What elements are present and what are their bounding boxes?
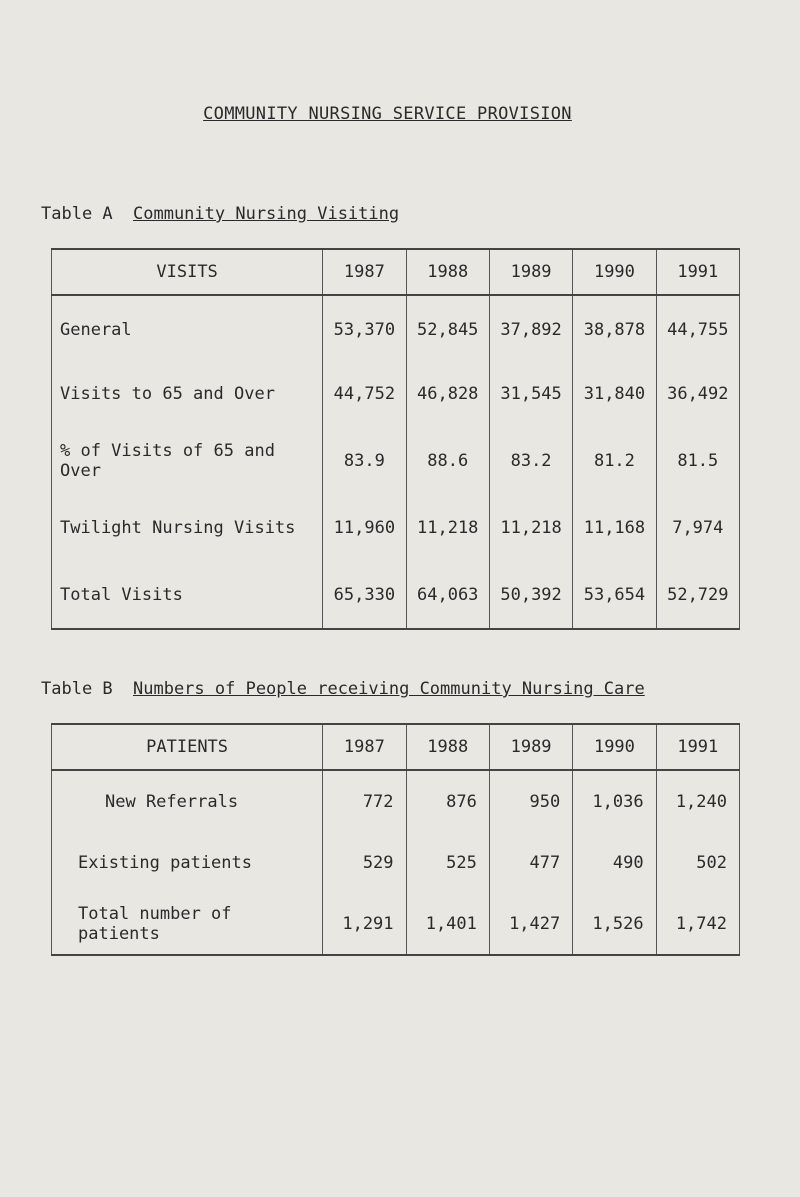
table-cell: 83.2 <box>489 427 572 494</box>
table-a-header-row <box>52 249 740 295</box>
table-a <box>51 248 740 630</box>
table-a-caption: Community Nursing Visiting <box>133 204 400 224</box>
column-header: 1989 <box>489 249 572 295</box>
table-cell: 52,729 <box>656 561 739 629</box>
table-cell: 1,036 <box>573 770 656 832</box>
table-cell: 53,654 <box>573 561 656 629</box>
table-cell: 876 <box>406 770 489 832</box>
row-label: Existing patients <box>52 832 323 893</box>
table-row <box>52 561 740 629</box>
table-cell: 44,755 <box>656 295 739 360</box>
table-b-header-row <box>52 724 740 770</box>
column-header: 1989 <box>489 724 572 770</box>
table-b-caption: Numbers of People receiving Community Nursing Care <box>133 679 645 699</box>
table-cell: 1,427 <box>489 893 572 955</box>
table-cell: 38,878 <box>573 295 656 360</box>
column-header: VISITS <box>52 249 323 295</box>
table-cell: 31,545 <box>489 360 572 427</box>
column-header: 1990 <box>573 724 656 770</box>
table-cell: 772 <box>323 770 406 832</box>
table-cell: 477 <box>489 832 572 893</box>
column-header: 1988 <box>406 724 489 770</box>
table-cell: 50,392 <box>489 561 572 629</box>
table-row <box>52 295 740 360</box>
table-cell: 1,240 <box>656 770 739 832</box>
row-label: New Referrals <box>52 770 323 832</box>
table-cell: 502 <box>656 832 739 893</box>
table-cell: 11,218 <box>489 494 572 561</box>
table-cell: 490 <box>573 832 656 893</box>
row-label: Total number of patients <box>52 893 323 955</box>
table-row <box>52 360 740 427</box>
row-label: Twilight Nursing Visits <box>52 494 323 561</box>
table-cell: 11,218 <box>406 494 489 561</box>
table-cell: 65,330 <box>323 561 406 629</box>
column-header: 1991 <box>656 724 739 770</box>
table-a-heading <box>41 204 399 224</box>
table-a-label: Table A <box>41 204 113 224</box>
column-header: 1987 <box>323 724 406 770</box>
row-label: Total Visits <box>52 561 323 629</box>
table-row <box>52 494 740 561</box>
table-cell: 1,742 <box>656 893 739 955</box>
table-b <box>51 723 740 956</box>
table-cell: 31,840 <box>573 360 656 427</box>
table-cell: 81.5 <box>656 427 739 494</box>
column-header: PATIENTS <box>52 724 323 770</box>
table-cell: 1,291 <box>323 893 406 955</box>
table-cell: 52,845 <box>406 295 489 360</box>
table-cell: 44,752 <box>323 360 406 427</box>
table-cell: 950 <box>489 770 572 832</box>
table-cell: 36,492 <box>656 360 739 427</box>
table-b-label: Table B <box>41 679 113 699</box>
table-row <box>52 427 740 494</box>
table-cell: 46,828 <box>406 360 489 427</box>
column-header: 1991 <box>656 249 739 295</box>
table-cell: 1,526 <box>573 893 656 955</box>
table-b-heading <box>41 679 645 699</box>
column-header: 1988 <box>406 249 489 295</box>
table-cell: 37,892 <box>489 295 572 360</box>
table-cell: 1,401 <box>406 893 489 955</box>
column-header: 1990 <box>573 249 656 295</box>
table-cell: 83.9 <box>323 427 406 494</box>
table-row <box>52 832 740 893</box>
row-label: Visits to 65 and Over <box>52 360 323 427</box>
table-cell: 81.2 <box>573 427 656 494</box>
page-title: COMMUNITY NURSING SERVICE PROVISION <box>203 104 572 124</box>
table-row <box>52 770 740 832</box>
column-header: 1987 <box>323 249 406 295</box>
table-row <box>52 893 740 955</box>
table-cell: 53,370 <box>323 295 406 360</box>
table-cell: 11,960 <box>323 494 406 561</box>
row-label: % of Visits of 65 and Over <box>52 427 323 494</box>
table-cell: 88.6 <box>406 427 489 494</box>
table-cell: 529 <box>323 832 406 893</box>
table-cell: 7,974 <box>656 494 739 561</box>
row-label: General <box>52 295 323 360</box>
table-cell: 525 <box>406 832 489 893</box>
table-cell: 64,063 <box>406 561 489 629</box>
table-cell: 11,168 <box>573 494 656 561</box>
